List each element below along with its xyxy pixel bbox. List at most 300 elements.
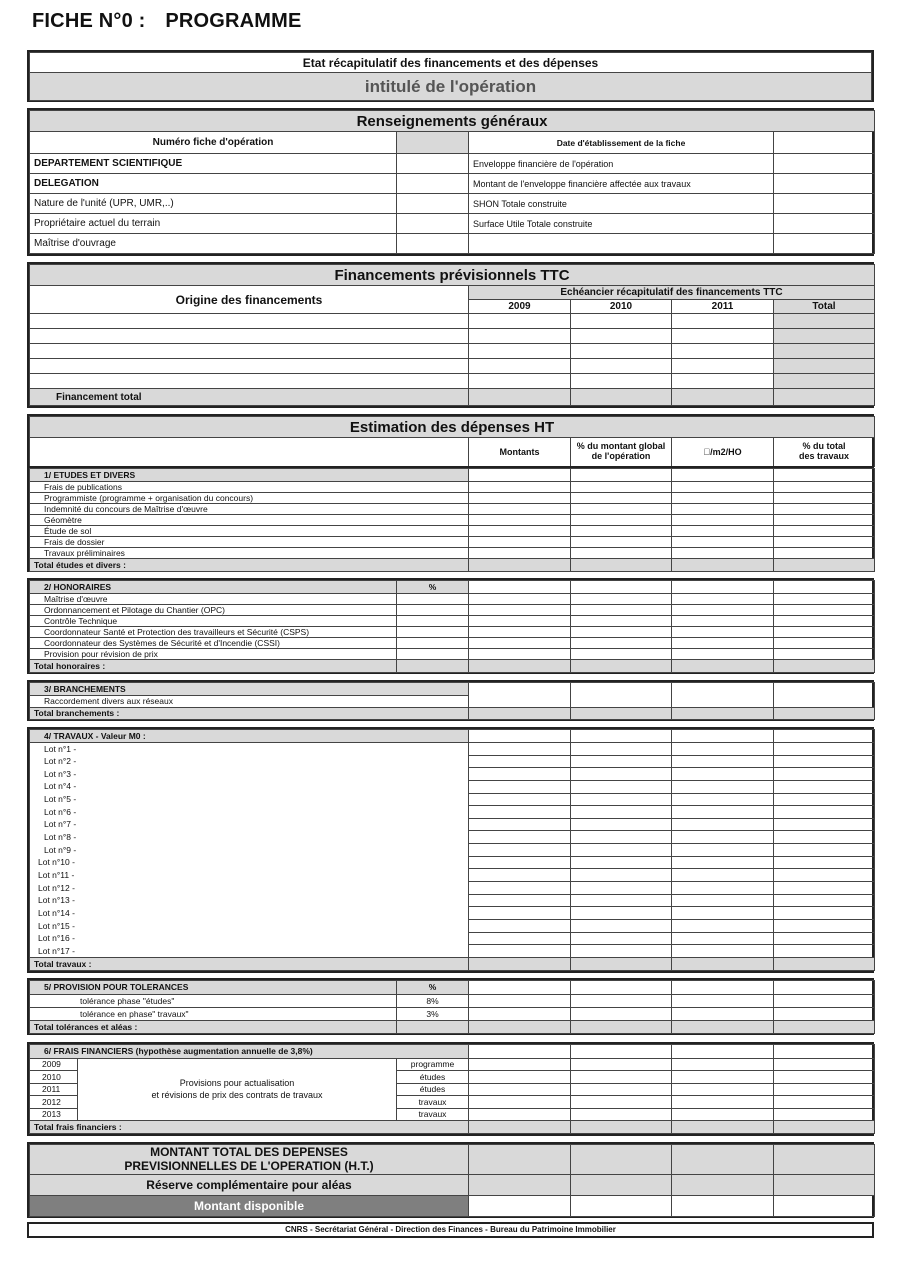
cell	[672, 389, 774, 406]
numero-fiche-value[interactable]	[397, 132, 469, 154]
cell[interactable]	[774, 945, 875, 958]
cell[interactable]	[469, 344, 571, 359]
cell[interactable]	[469, 683, 571, 708]
cell[interactable]	[571, 329, 672, 344]
cell[interactable]	[672, 374, 774, 389]
blank-header	[30, 438, 469, 467]
cell[interactable]	[571, 526, 672, 537]
info-label: Propriétaire actuel du terrain	[30, 214, 397, 234]
numero-fiche-label: Numéro fiche d'opération	[30, 132, 397, 154]
info-label: Surface Utile Totale construite	[469, 214, 774, 234]
cell	[469, 660, 571, 673]
cell[interactable]	[672, 638, 774, 649]
branchements-total: Total branchements :	[30, 708, 469, 720]
pct-header: %	[397, 981, 469, 995]
info-value[interactable]	[397, 194, 469, 214]
date-fiche-value[interactable]	[774, 132, 875, 154]
cell[interactable]	[571, 493, 672, 504]
info-label: Nature de l'unité (UPR, UMR,..)	[30, 194, 397, 214]
cell[interactable]	[469, 482, 571, 493]
renseignements-section	[27, 108, 874, 256]
cell	[469, 708, 571, 720]
cell[interactable]	[571, 548, 672, 559]
cell[interactable]	[672, 649, 774, 660]
year-header: 2009	[469, 300, 571, 314]
cell[interactable]	[30, 374, 469, 389]
cell	[571, 389, 672, 406]
cell[interactable]	[672, 627, 774, 638]
financement-row	[30, 344, 875, 359]
cell[interactable]	[469, 894, 571, 907]
cell[interactable]	[774, 482, 875, 493]
cell[interactable]	[571, 482, 672, 493]
cell[interactable]	[672, 995, 774, 1008]
cell[interactable]	[469, 818, 571, 831]
cell[interactable]	[672, 818, 774, 831]
cell[interactable]	[571, 594, 672, 605]
cell[interactable]	[774, 894, 875, 907]
cell[interactable]	[469, 844, 571, 857]
cell[interactable]	[571, 755, 672, 768]
tolerances-title: 5/ PROVISION POUR TOLERANCES	[30, 981, 397, 995]
cell[interactable]	[774, 793, 875, 806]
cell[interactable]	[571, 919, 672, 932]
cell[interactable]	[672, 743, 774, 756]
cell[interactable]	[672, 616, 774, 627]
cell	[672, 708, 774, 720]
pct-cell[interactable]	[397, 594, 469, 605]
info-label	[469, 234, 774, 254]
lot-label: Lot n°13 -	[30, 894, 469, 907]
line-label: Travaux préliminaires	[30, 548, 469, 559]
cell[interactable]	[672, 482, 774, 493]
cell[interactable]	[30, 314, 469, 329]
cell[interactable]	[571, 1071, 672, 1083]
cell[interactable]	[774, 1083, 875, 1095]
cell	[672, 1120, 774, 1133]
cell[interactable]	[774, 683, 875, 708]
cell[interactable]	[672, 856, 774, 869]
cell[interactable]	[672, 1108, 774, 1120]
travaux-section	[27, 727, 874, 973]
frais-year: 2013	[30, 1108, 78, 1120]
cell[interactable]	[469, 616, 571, 627]
cell	[774, 389, 875, 406]
cell[interactable]	[571, 743, 672, 756]
cell[interactable]	[672, 1175, 774, 1196]
cell[interactable]	[469, 649, 571, 660]
cell[interactable]	[571, 649, 672, 660]
cell[interactable]	[469, 638, 571, 649]
cell[interactable]	[774, 844, 875, 857]
cell[interactable]	[774, 627, 875, 638]
cell[interactable]	[672, 1059, 774, 1071]
cell[interactable]	[469, 314, 571, 329]
cell[interactable]	[672, 594, 774, 605]
line-label: Programmiste (programme + organisation du concours)	[30, 493, 469, 504]
cell[interactable]	[469, 1071, 571, 1083]
cell[interactable]	[571, 1008, 672, 1021]
cell[interactable]	[672, 548, 774, 559]
cell[interactable]	[672, 831, 774, 844]
cell[interactable]	[672, 526, 774, 537]
cell[interactable]	[571, 627, 672, 638]
cell[interactable]	[672, 344, 774, 359]
cell	[571, 1120, 672, 1133]
cell	[571, 1021, 672, 1034]
cell	[774, 1196, 875, 1217]
cell[interactable]	[672, 844, 774, 857]
montant-total-label-2: PREVISIONNELLES DE L'OPERATION (H.T.)	[124, 1158, 374, 1173]
intitule-operation[interactable]: intitulé de l'opération	[30, 73, 872, 101]
footer: CNRS - Secrétariat Général - Direction des Finances - Bureau du Patrimoine Immobilier	[27, 1222, 874, 1238]
line-label: Ordonnancement et Pilotage du Chantier (OPC)	[30, 605, 397, 616]
cell[interactable]	[672, 537, 774, 548]
frais-phase: études	[397, 1071, 469, 1083]
frais-year: 2009	[30, 1059, 78, 1071]
cell[interactable]	[469, 1175, 571, 1196]
cell[interactable]	[571, 616, 672, 627]
cell	[672, 730, 774, 743]
cell	[469, 730, 571, 743]
cell	[469, 1196, 571, 1217]
cell[interactable]	[571, 844, 672, 857]
lot-label: Lot n°17 -	[30, 945, 469, 958]
tolerance-label: tolérance phase "études"	[30, 995, 397, 1008]
cell[interactable]	[469, 932, 571, 945]
lot-label: Lot n°6 -	[30, 806, 469, 819]
cell	[774, 957, 875, 970]
cell[interactable]	[672, 329, 774, 344]
cell[interactable]	[774, 806, 875, 819]
cell	[774, 329, 875, 344]
cell[interactable]	[469, 627, 571, 638]
cell[interactable]	[571, 344, 672, 359]
line-label: Coordonnateur des Systèmes de Sécurité et d'Incendie (CSSI)	[30, 638, 397, 649]
cell[interactable]	[774, 605, 875, 616]
tolerance-label: tolérance en phase" travaux"	[30, 1008, 397, 1021]
cell	[774, 559, 875, 572]
pct-travaux-header: % du total	[802, 441, 846, 452]
cell	[571, 559, 672, 572]
cell[interactable]	[672, 359, 774, 374]
line-label: Provision pour révision de prix	[30, 649, 397, 660]
cell[interactable]	[469, 780, 571, 793]
cell[interactable]	[774, 869, 875, 882]
cell[interactable]	[469, 1059, 571, 1071]
cell[interactable]	[672, 780, 774, 793]
cell[interactable]	[672, 806, 774, 819]
cell[interactable]	[469, 945, 571, 958]
cell[interactable]	[571, 1175, 672, 1196]
cell[interactable]	[571, 856, 672, 869]
cell[interactable]	[774, 780, 875, 793]
estimation-header	[27, 414, 874, 466]
cell[interactable]	[571, 374, 672, 389]
cell[interactable]	[774, 515, 875, 526]
pct-cell[interactable]	[397, 649, 469, 660]
cell[interactable]	[469, 806, 571, 819]
financement-row	[30, 374, 875, 389]
cell[interactable]	[571, 945, 672, 958]
cell[interactable]	[571, 780, 672, 793]
info-value[interactable]	[397, 174, 469, 194]
pct-cell[interactable]	[397, 616, 469, 627]
cell[interactable]	[774, 755, 875, 768]
cell[interactable]	[672, 515, 774, 526]
cell[interactable]	[571, 314, 672, 329]
cell[interactable]	[774, 768, 875, 781]
cell[interactable]	[571, 882, 672, 895]
cell[interactable]	[672, 882, 774, 895]
cell[interactable]	[571, 1096, 672, 1108]
cell	[774, 1021, 875, 1034]
cell[interactable]	[469, 493, 571, 504]
info-value[interactable]	[397, 214, 469, 234]
cell[interactable]	[571, 1083, 672, 1095]
cell[interactable]	[774, 995, 875, 1008]
cell[interactable]	[571, 1059, 672, 1071]
info-value[interactable]	[774, 194, 875, 214]
cell[interactable]	[774, 504, 875, 515]
lot-label: Lot n°4 -	[30, 780, 469, 793]
frais-phase: travaux	[397, 1096, 469, 1108]
cell[interactable]	[469, 831, 571, 844]
cell[interactable]	[30, 359, 469, 374]
cell[interactable]	[469, 374, 571, 389]
cell	[469, 1021, 571, 1034]
tolerance-pct[interactable]: 8%	[397, 995, 469, 1008]
cell[interactable]	[571, 995, 672, 1008]
cell[interactable]	[469, 882, 571, 895]
cell[interactable]	[774, 548, 875, 559]
frais-phase: études	[397, 1083, 469, 1095]
cell[interactable]	[469, 1083, 571, 1095]
cell	[469, 1045, 571, 1059]
montant-disponible-label: Montant disponible	[30, 1196, 469, 1217]
cell[interactable]	[672, 683, 774, 708]
cell[interactable]	[774, 831, 875, 844]
reserve-label: Réserve complémentaire pour aléas	[30, 1175, 469, 1196]
cell[interactable]	[672, 945, 774, 958]
totaux-section	[27, 1142, 874, 1218]
financement-row	[30, 329, 875, 344]
cell	[469, 389, 571, 406]
cell[interactable]	[469, 1108, 571, 1120]
cell[interactable]	[672, 869, 774, 882]
cell[interactable]	[571, 515, 672, 526]
cell[interactable]	[469, 869, 571, 882]
cell[interactable]	[774, 526, 875, 537]
info-value[interactable]	[774, 154, 875, 174]
cell[interactable]	[672, 1008, 774, 1021]
cell[interactable]	[774, 1175, 875, 1196]
cell[interactable]	[774, 537, 875, 548]
cell[interactable]	[774, 882, 875, 895]
cell[interactable]	[571, 605, 672, 616]
info-value[interactable]	[774, 234, 875, 254]
pct-global-header-2: de l'opération	[591, 451, 651, 461]
total-header: Total	[774, 300, 875, 314]
origine-label: Origine des financements	[30, 286, 469, 314]
info-label: Montant de l'enveloppe financière affectée aux travaux	[469, 174, 774, 194]
cell	[571, 957, 672, 970]
cell[interactable]	[672, 793, 774, 806]
cell[interactable]	[774, 1071, 875, 1083]
cell	[571, 708, 672, 720]
cell[interactable]	[469, 594, 571, 605]
cell[interactable]	[672, 932, 774, 945]
cell[interactable]	[672, 919, 774, 932]
lot-label: Lot n°11 -	[30, 869, 469, 882]
lot-label: Lot n°7 -	[30, 818, 469, 831]
lot-label: Lot n°2 -	[30, 755, 469, 768]
cell[interactable]	[469, 515, 571, 526]
cell[interactable]	[774, 1008, 875, 1021]
cell	[774, 469, 875, 482]
cell	[469, 559, 571, 572]
cell[interactable]	[774, 856, 875, 869]
cell	[469, 1145, 571, 1175]
cell[interactable]	[469, 605, 571, 616]
cell[interactable]	[571, 768, 672, 781]
cell[interactable]	[672, 504, 774, 515]
tolerances-total: Total tolérances et aléas :	[30, 1021, 397, 1034]
tolerances-section	[27, 978, 874, 1035]
cell	[469, 1120, 571, 1133]
pct-cell[interactable]	[397, 638, 469, 649]
cell	[397, 1021, 469, 1034]
cell[interactable]	[672, 1071, 774, 1083]
etudes-title: 1/ ETUDES ET DIVERS	[30, 469, 469, 482]
financements-section	[27, 262, 874, 408]
cell[interactable]	[672, 605, 774, 616]
cell[interactable]	[571, 831, 672, 844]
cell	[672, 469, 774, 482]
cell[interactable]	[30, 329, 469, 344]
cell	[571, 1145, 672, 1175]
cell[interactable]	[774, 493, 875, 504]
cell[interactable]	[571, 932, 672, 945]
cell[interactable]	[571, 537, 672, 548]
cell[interactable]	[774, 743, 875, 756]
cell[interactable]	[469, 743, 571, 756]
cell[interactable]	[469, 329, 571, 344]
cell[interactable]	[571, 638, 672, 649]
cell[interactable]	[469, 919, 571, 932]
info-value[interactable]	[397, 154, 469, 174]
cell[interactable]	[469, 1096, 571, 1108]
cell	[774, 1120, 875, 1133]
cell[interactable]	[469, 1008, 571, 1021]
cell[interactable]	[571, 793, 672, 806]
cell[interactable]	[469, 526, 571, 537]
info-value[interactable]	[397, 234, 469, 254]
info-value[interactable]	[774, 174, 875, 194]
frais-desc-2: et révisions de prix des contrats de travaux	[151, 1090, 323, 1101]
cell[interactable]	[672, 493, 774, 504]
frais-title: 6/ FRAIS FINANCIERS (hypothèse augmentation annuelle de 3,8%)	[30, 1045, 469, 1059]
cell	[774, 981, 875, 995]
cell[interactable]	[571, 359, 672, 374]
cell	[469, 581, 571, 594]
tolerance-pct[interactable]: 3%	[397, 1008, 469, 1021]
pct-header: %	[397, 581, 469, 594]
cell[interactable]	[672, 894, 774, 907]
cell[interactable]	[672, 755, 774, 768]
cell[interactable]	[571, 806, 672, 819]
cell[interactable]	[774, 1108, 875, 1120]
cell[interactable]	[469, 548, 571, 559]
cell	[774, 314, 875, 329]
cell[interactable]	[571, 907, 672, 920]
cell[interactable]	[571, 869, 672, 882]
cell[interactable]	[774, 932, 875, 945]
travaux-total: Total travaux :	[30, 957, 469, 970]
cell[interactable]	[469, 359, 571, 374]
line-label: Frais de publications	[30, 482, 469, 493]
cell[interactable]	[774, 1096, 875, 1108]
cell[interactable]	[571, 1108, 672, 1120]
renseignements-title: Renseignements généraux	[30, 111, 875, 132]
cell[interactable]	[774, 919, 875, 932]
m2-header:  /m2/HO	[672, 438, 774, 467]
cell[interactable]	[672, 1096, 774, 1108]
cell[interactable]	[774, 907, 875, 920]
info-value[interactable]	[774, 214, 875, 234]
cell[interactable]	[571, 504, 672, 515]
cell	[571, 1196, 672, 1217]
cell[interactable]	[774, 594, 875, 605]
pct-cell[interactable]	[397, 605, 469, 616]
cell[interactable]	[774, 649, 875, 660]
line-label: Étude de sol	[30, 526, 469, 537]
cell	[469, 957, 571, 970]
cell[interactable]	[672, 768, 774, 781]
cell[interactable]	[469, 995, 571, 1008]
frais-phase: travaux	[397, 1108, 469, 1120]
cell[interactable]	[469, 537, 571, 548]
cell[interactable]	[672, 907, 774, 920]
cell[interactable]	[571, 894, 672, 907]
cell[interactable]	[469, 755, 571, 768]
cell	[469, 981, 571, 995]
cell[interactable]	[774, 818, 875, 831]
cell[interactable]	[672, 314, 774, 329]
cell[interactable]	[469, 856, 571, 869]
cell[interactable]	[469, 504, 571, 515]
fiche-programme: PROGRAMME	[165, 10, 302, 32]
cell[interactable]	[469, 793, 571, 806]
frais-year: 2011	[30, 1083, 78, 1095]
cell	[469, 469, 571, 482]
lot-label: Lot n°3 -	[30, 768, 469, 781]
cell[interactable]	[30, 344, 469, 359]
lot-label: Lot n°16 -	[30, 932, 469, 945]
cell[interactable]	[774, 1059, 875, 1071]
cell[interactable]	[469, 768, 571, 781]
cell[interactable]	[571, 818, 672, 831]
pct-cell[interactable]	[397, 627, 469, 638]
line-label: Raccordement divers aux réseaux	[30, 696, 469, 708]
lot-label: Lot n°14 -	[30, 907, 469, 920]
cell[interactable]	[672, 1083, 774, 1095]
cell[interactable]	[774, 616, 875, 627]
cell[interactable]	[774, 638, 875, 649]
cell[interactable]	[469, 907, 571, 920]
cell[interactable]	[571, 683, 672, 708]
etat-section	[27, 50, 874, 102]
